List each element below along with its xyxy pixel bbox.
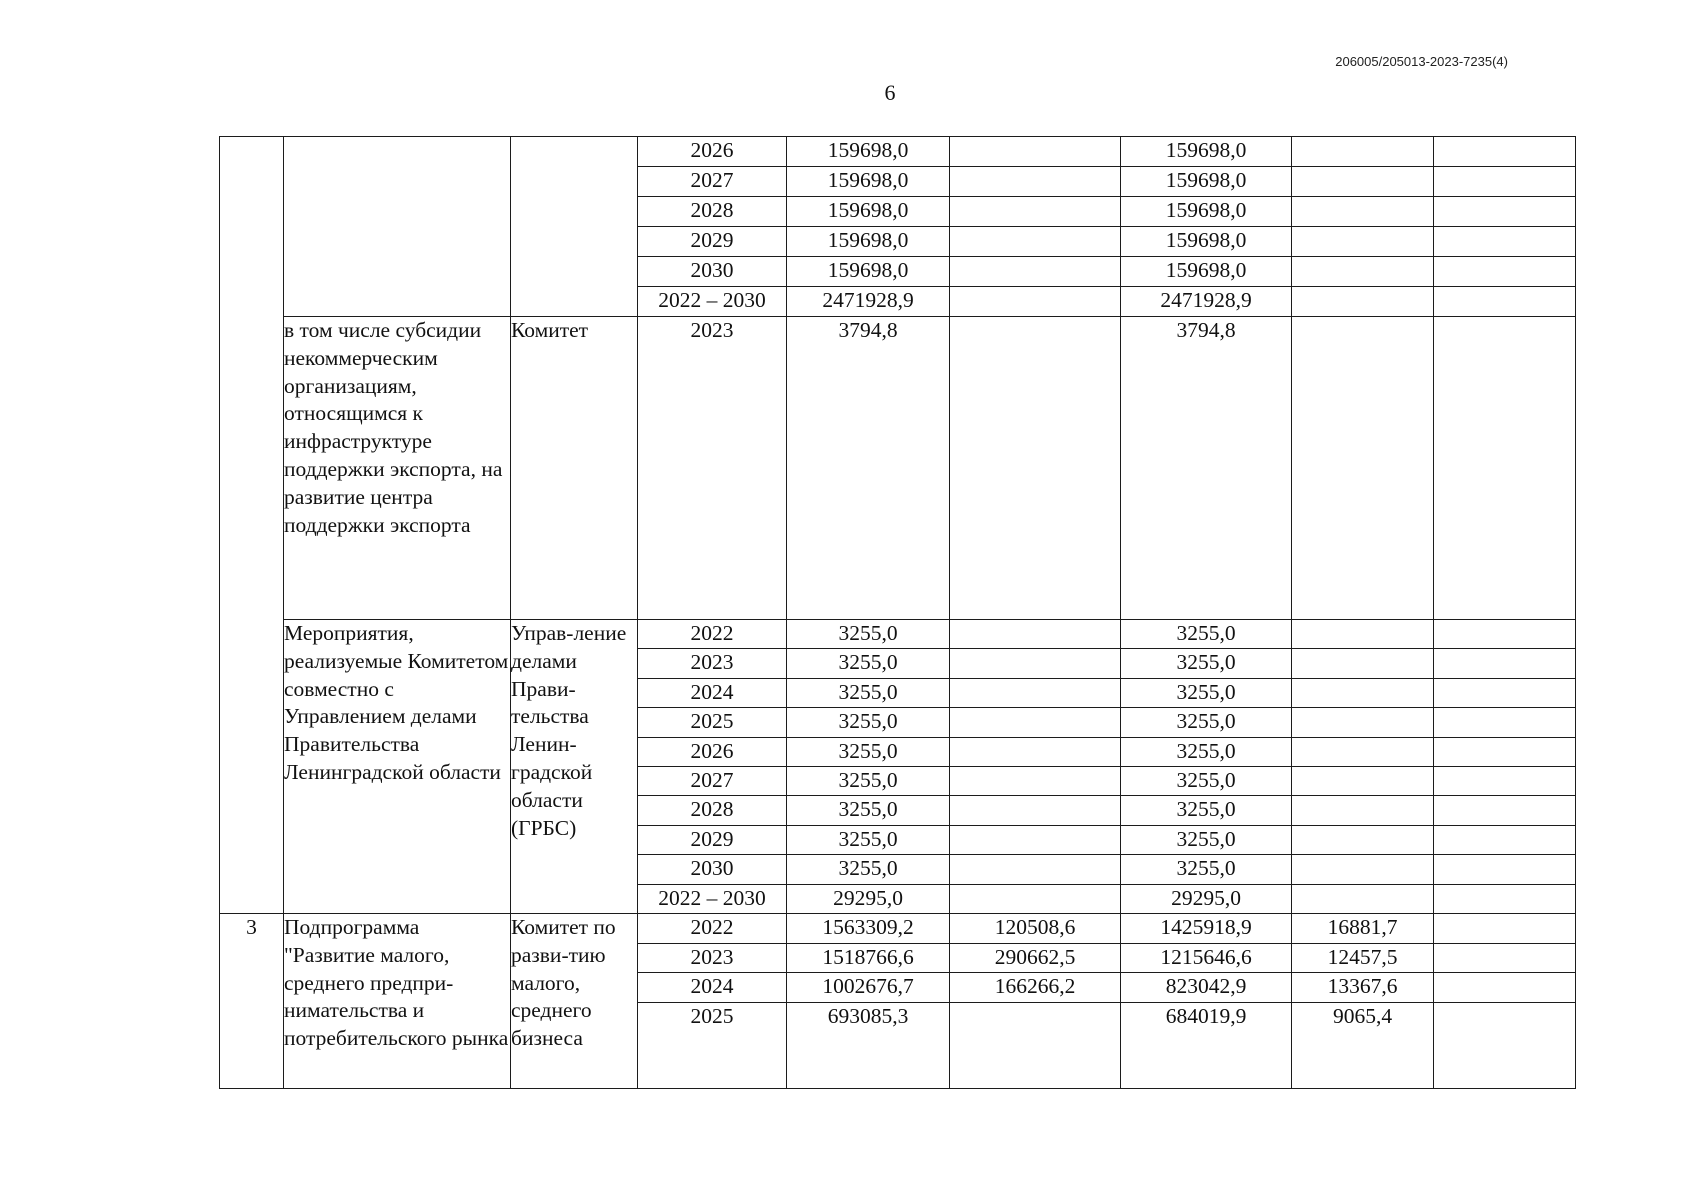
cell-federal-budget: [950, 620, 1121, 649]
cell-regional-budget: 29295,0: [1121, 884, 1292, 913]
cell-year: 2024: [638, 678, 787, 707]
cell-local-budget: 13367,6: [1292, 973, 1434, 1003]
cell-total: 3255,0: [787, 825, 950, 854]
cell-federal-budget: [950, 317, 1121, 620]
cell-local-budget: [1292, 137, 1434, 167]
cell-total: 1002676,7: [787, 973, 950, 1003]
cell-federal-budget: [950, 884, 1121, 913]
cell-year: 2023: [638, 943, 787, 973]
cell-federal-budget: [950, 1002, 1121, 1088]
cell-total: 159698,0: [787, 167, 950, 197]
cell-local-budget: [1292, 796, 1434, 825]
cell-local-budget: [1292, 678, 1434, 707]
cell-total: 159698,0: [787, 197, 950, 227]
cell-other-sources: [1434, 287, 1576, 317]
cell-federal-budget: [950, 825, 1121, 854]
cell-total: 3255,0: [787, 766, 950, 795]
description-cell: Подпрограмма "Развитие малого, среднего предпри-нимательства и потребительского рынка: [284, 913, 511, 1088]
cell-federal-budget: 290662,5: [950, 943, 1121, 973]
table-row: [220, 137, 1576, 167]
cell-total: 3255,0: [787, 796, 950, 825]
cell-regional-budget: 684019,9: [1121, 1002, 1292, 1088]
cell-other-sources: [1434, 137, 1576, 167]
cell-regional-budget: 159698,0: [1121, 227, 1292, 257]
cell-other-sources: [1434, 257, 1576, 287]
cell-year: 2028: [638, 197, 787, 227]
cell-total: 3255,0: [787, 708, 950, 737]
cell-federal-budget: [950, 737, 1121, 766]
cell-year: 2026: [638, 737, 787, 766]
cell-local-budget: [1292, 708, 1434, 737]
cell-other-sources: [1434, 1002, 1576, 1088]
cell-other-sources: [1434, 678, 1576, 707]
cell-regional-budget: 3255,0: [1121, 855, 1292, 884]
executor-cell: Управ-ление делами Прави-тельства Ленин-градской области (ГРБС): [511, 620, 638, 914]
cell-regional-budget: 3255,0: [1121, 796, 1292, 825]
cell-year: 2029: [638, 227, 787, 257]
cell-other-sources: [1434, 943, 1576, 973]
cell-local-budget: [1292, 620, 1434, 649]
cell-year: 2023: [638, 317, 787, 620]
table-row: [220, 913, 1576, 943]
budget-table: [219, 136, 1576, 1089]
cell-year: 2022: [638, 913, 787, 943]
executor-cell: [511, 137, 638, 317]
cell-year: 2024: [638, 973, 787, 1003]
cell-year: 2025: [638, 708, 787, 737]
cell-other-sources: [1434, 317, 1576, 620]
cell-federal-budget: [950, 766, 1121, 795]
cell-other-sources: [1434, 167, 1576, 197]
cell-other-sources: [1434, 766, 1576, 795]
executor-cell: Комитет по разви-тию малого, среднего бизнеса: [511, 913, 638, 1088]
cell-regional-budget: 3255,0: [1121, 678, 1292, 707]
cell-regional-budget: 2471928,9: [1121, 287, 1292, 317]
cell-total: 2471928,9: [787, 287, 950, 317]
cell-other-sources: [1434, 855, 1576, 884]
cell-regional-budget: 159698,0: [1121, 167, 1292, 197]
cell-regional-budget: 3255,0: [1121, 766, 1292, 795]
cell-federal-budget: [950, 855, 1121, 884]
cell-local-budget: [1292, 197, 1434, 227]
cell-local-budget: [1292, 227, 1434, 257]
cell-other-sources: [1434, 708, 1576, 737]
cell-regional-budget: 3255,0: [1121, 649, 1292, 678]
cell-total: 3255,0: [787, 649, 950, 678]
cell-federal-budget: [950, 649, 1121, 678]
cell-federal-budget: [950, 227, 1121, 257]
cell-local-budget: [1292, 766, 1434, 795]
cell-year: 2030: [638, 257, 787, 287]
cell-federal-budget: [950, 137, 1121, 167]
cell-year: 2022: [638, 620, 787, 649]
cell-year: 2023: [638, 649, 787, 678]
cell-regional-budget: 823042,9: [1121, 973, 1292, 1003]
cell-federal-budget: [950, 708, 1121, 737]
cell-other-sources: [1434, 649, 1576, 678]
cell-other-sources: [1434, 620, 1576, 649]
cell-local-budget: 12457,5: [1292, 943, 1434, 973]
cell-federal-budget: [950, 197, 1121, 227]
cell-regional-budget: 159698,0: [1121, 137, 1292, 167]
cell-local-budget: 9065,4: [1292, 1002, 1434, 1088]
cell-total: 3255,0: [787, 855, 950, 884]
cell-total: 1563309,2: [787, 913, 950, 943]
cell-other-sources: [1434, 825, 1576, 854]
executor-cell: Комитет: [511, 317, 638, 620]
cell-other-sources: [1434, 796, 1576, 825]
cell-federal-budget: [950, 257, 1121, 287]
cell-local-budget: [1292, 884, 1434, 913]
cell-local-budget: [1292, 649, 1434, 678]
cell-total: 29295,0: [787, 884, 950, 913]
cell-regional-budget: 1425918,9: [1121, 913, 1292, 943]
cell-regional-budget: 3255,0: [1121, 825, 1292, 854]
cell-local-budget: [1292, 855, 1434, 884]
description-cell: [284, 137, 511, 317]
page-number: 6: [884, 80, 896, 105]
cell-local-budget: [1292, 825, 1434, 854]
cell-year: 2027: [638, 167, 787, 197]
cell-other-sources: [1434, 884, 1576, 913]
cell-total: 3255,0: [787, 620, 950, 649]
cell-federal-budget: [950, 287, 1121, 317]
cell-year: 2030: [638, 855, 787, 884]
cell-year: 2022 – 2030: [638, 287, 787, 317]
cell-total: 159698,0: [787, 137, 950, 167]
cell-regional-budget: 3255,0: [1121, 708, 1292, 737]
cell-federal-budget: [950, 796, 1121, 825]
cell-local-budget: [1292, 287, 1434, 317]
cell-year: 2025: [638, 1002, 787, 1088]
cell-other-sources: [1434, 737, 1576, 766]
cell-total: 159698,0: [787, 257, 950, 287]
cell-local-budget: [1292, 257, 1434, 287]
cell-other-sources: [1434, 227, 1576, 257]
cell-year: 2026: [638, 137, 787, 167]
cell-year: 2028: [638, 796, 787, 825]
cell-year: 2027: [638, 766, 787, 795]
cell-local-budget: [1292, 737, 1434, 766]
description-cell: Мероприятия, реализуемые Комитетом совместно с Управлением делами Правительства Ленинградской области: [284, 620, 511, 914]
cell-regional-budget: 159698,0: [1121, 197, 1292, 227]
cell-federal-budget: 120508,6: [950, 913, 1121, 943]
cell-total: 693085,3: [787, 1002, 950, 1088]
cell-federal-budget: [950, 167, 1121, 197]
cell-other-sources: [1434, 913, 1576, 943]
cell-year: 2029: [638, 825, 787, 854]
cell-total: 3255,0: [787, 737, 950, 766]
cell-local-budget: [1292, 167, 1434, 197]
cell-year: 2022 – 2030: [638, 884, 787, 913]
cell-regional-budget: 159698,0: [1121, 257, 1292, 287]
document-registration-code: 206005/205013-2023-7235(4): [1335, 54, 1508, 69]
cell-local-budget: [1292, 317, 1434, 620]
cell-regional-budget: 3255,0: [1121, 737, 1292, 766]
cell-total: 1518766,6: [787, 943, 950, 973]
cell-other-sources: [1434, 197, 1576, 227]
cell-total: 159698,0: [787, 227, 950, 257]
index-cell: 3: [220, 913, 284, 1088]
cell-regional-budget: 1215646,6: [1121, 943, 1292, 973]
cell-local-budget: 16881,7: [1292, 913, 1434, 943]
table-row: [220, 317, 1576, 620]
cell-regional-budget: 3794,8: [1121, 317, 1292, 620]
index-cell: [220, 137, 284, 914]
cell-total: 3255,0: [787, 678, 950, 707]
description-cell: в том числе субсидии некоммерческим организациям, относящимся к инфраструктуре поддержки экспорта, на развитие центра поддержки экспорта: [284, 317, 511, 620]
cell-total: 3794,8: [787, 317, 950, 620]
cell-other-sources: [1434, 973, 1576, 1003]
cell-regional-budget: 3255,0: [1121, 620, 1292, 649]
table-row: [220, 620, 1576, 649]
cell-federal-budget: 166266,2: [950, 973, 1121, 1003]
cell-federal-budget: [950, 678, 1121, 707]
